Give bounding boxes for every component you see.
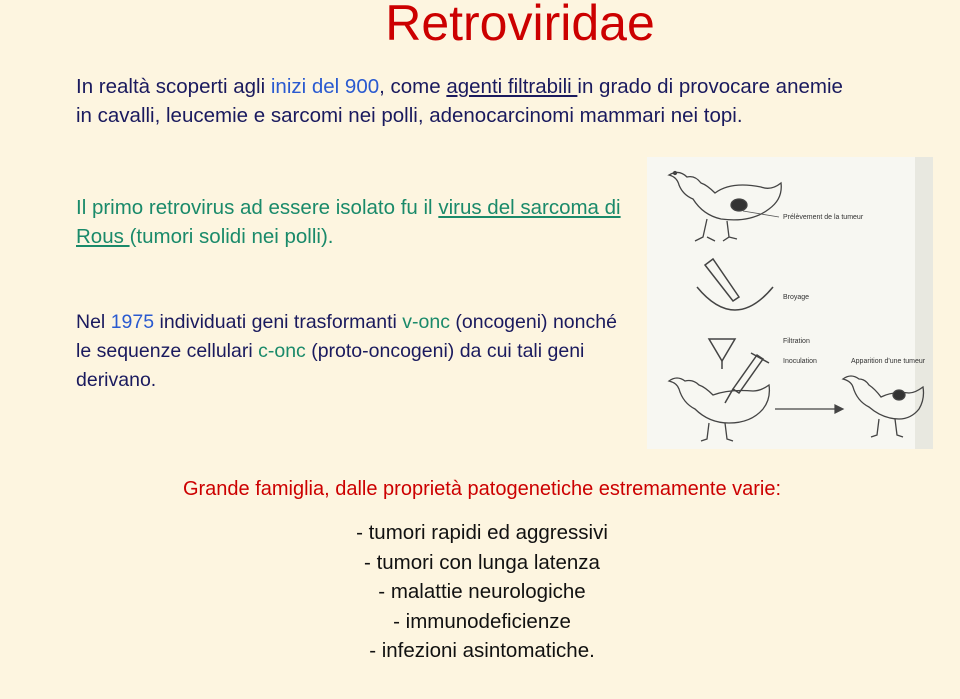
section-heading: Grande famiglia, dalle proprietà patogenetiche estremamente varie: [182,478,782,500]
underlined-agenti-filtrabili: agenti filtrabili [446,75,578,98]
text: , come [379,75,447,98]
chicken-icon [669,378,769,441]
list-item: - malattie neurologiche [378,580,586,603]
text: individuati geni trasformanti [154,311,403,333]
label-broyage: Broyage [783,294,810,301]
list-item: - tumori rapidi ed aggressivi [356,521,608,544]
mortar-icon [697,259,773,310]
experiment-diagram [647,157,933,449]
syringe-icon [725,353,769,403]
label-inoculation: Inoculation [783,358,817,365]
text: In realtà scoperti agli [76,75,271,98]
text: (oncogeni) nonché le sequenze cellulari [76,311,617,362]
text: (proto-oncogeni) da cui tali geni derivano. [76,340,585,391]
paragraph-discovery [76,72,856,130]
scan-edge [915,157,933,449]
label-filtration: Filtration [783,338,810,345]
label-prelevement: Prélèvement de la tumeur [783,214,864,221]
highlight-inizi: inizi del 900 [270,75,380,98]
list-item: - infezioni asintomatiche. [369,639,595,662]
underlined-virus-rous: virus del sarcoma di Rous [76,196,621,248]
highlight-c-onc: c-onc [258,340,306,362]
list-item: - immunodeficienze [393,609,571,633]
chicken-icon [669,172,781,242]
text: Nel [76,311,111,333]
rous-experiment-figure [647,157,933,449]
page-title: Retroviridae [385,0,655,51]
chicken-icon [843,376,924,437]
paragraph-rous [76,193,656,251]
highlight-year: 1975 [110,311,155,333]
pathology-list [2,518,960,666]
text: (tumori solidi nei polli). [129,225,334,248]
label-apparition: Apparition d'une tumeur [851,358,926,365]
paragraph-oncogenes [76,308,636,395]
text: in grado di provocare anemie in cavalli, leucemie e sarcomi nei polli, adenocarcinomi mammari nei topi. [76,75,843,127]
filter-icon [709,339,735,369]
highlight-v-onc: v-onc [402,311,450,333]
arrow-icon [775,405,843,413]
text: Il primo retrovirus ad essere isolato fu il [76,196,439,219]
list-item: - tumori con lunga latenza [364,550,600,574]
